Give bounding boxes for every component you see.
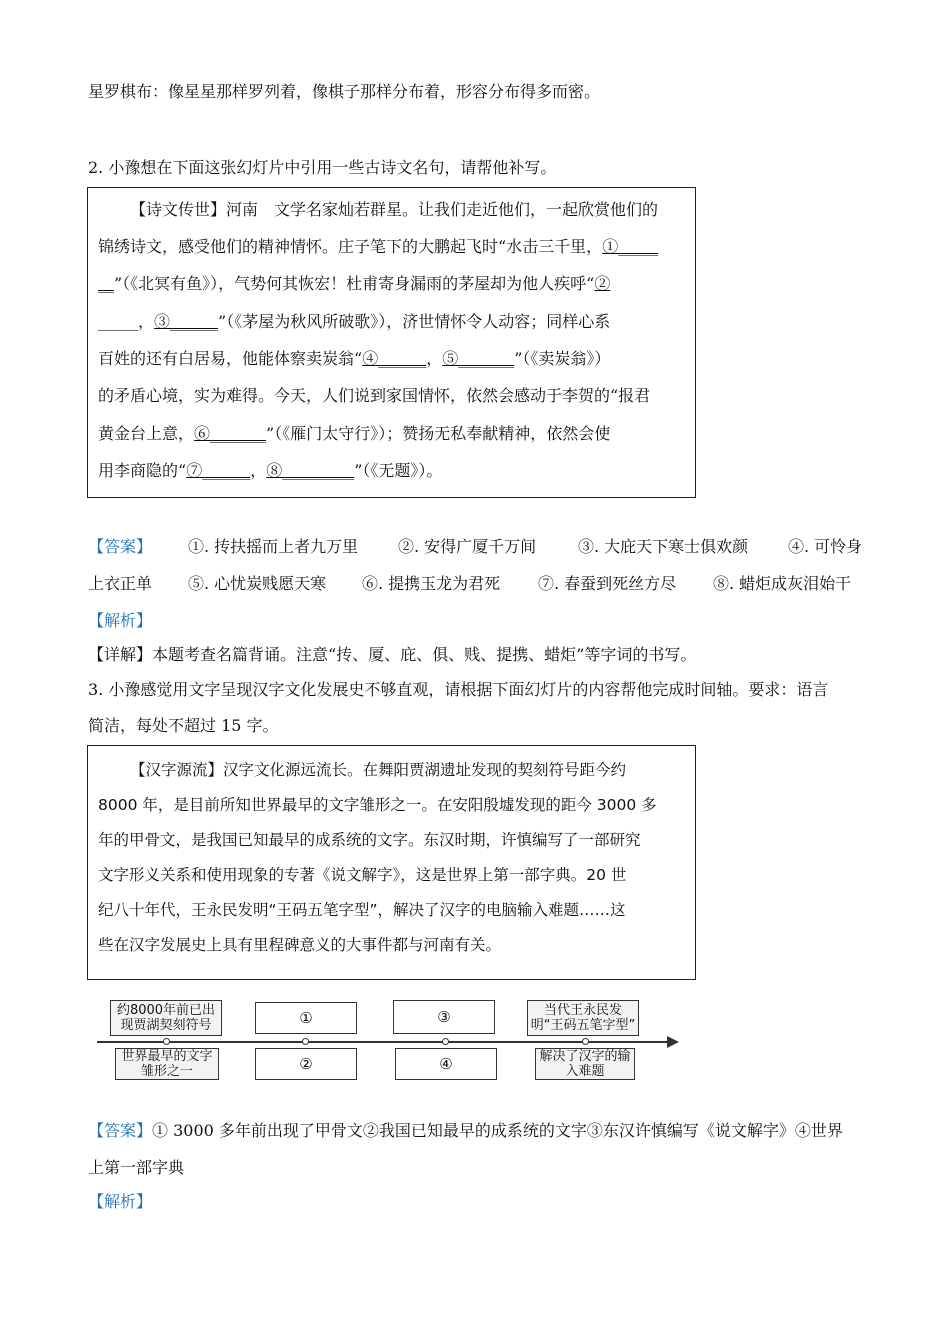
timeline-bottom-2: ② bbox=[255, 1048, 357, 1080]
timeline-bottom-1: 世界最早的文字雏形之一 bbox=[115, 1048, 219, 1080]
timeline-dot-4 bbox=[582, 1038, 589, 1045]
q2-answer-6: ⑥. 提携玉龙为君死 bbox=[362, 574, 501, 593]
timeline-dot-3 bbox=[442, 1038, 449, 1045]
timeline-top-4: 当代王永民发明“王码五笔字型” bbox=[527, 1000, 639, 1036]
blank-5: ⑤_______ bbox=[442, 349, 515, 368]
timeline bbox=[95, 990, 685, 1085]
timeline-dot-2 bbox=[302, 1038, 309, 1045]
timeline-dot-1 bbox=[163, 1038, 170, 1045]
blank-4: ④______ bbox=[362, 349, 427, 368]
q3-question-line1: 3. 小豫感觉用文字呈现汉字文化发展史不够直观，请根据下面幻灯片的内容帮他完成时间轴。要求：语言 bbox=[88, 680, 829, 699]
q2-answer-1: ①. 抟扶摇而上者九万里 bbox=[188, 537, 359, 556]
q2-slide-line1: 【诗文传世】河南 文学名家灿若群星。让我们走近他们，一起欣赏他们的 bbox=[130, 200, 659, 219]
q3-slide-line2: 8000 年，是目前所知世界最早的文字雏形之一。在安阳殷墟发现的距今 3000 多 bbox=[98, 796, 657, 814]
blank-2: ② bbox=[594, 274, 611, 293]
q2-slide-line3 bbox=[98, 272, 610, 296]
q2-slide-text: ， bbox=[250, 461, 267, 480]
q2-slide-line4 bbox=[98, 310, 610, 334]
timeline-arrowhead bbox=[667, 1036, 679, 1048]
timeline-top-1: 约8000年前已出现贾湖契刻符号 bbox=[110, 1000, 222, 1036]
q2-slide-box bbox=[87, 187, 696, 498]
q2-slide-line6: 的矛盾心境，实为难得。今天，人们说到家国情怀，依然会感动于李贺的“报君 bbox=[98, 386, 651, 405]
blank-6: ⑥_______ bbox=[194, 424, 267, 443]
blank-3: ③______ bbox=[154, 312, 219, 331]
timeline-bottom-4: 解决了汉字的输入难题 bbox=[535, 1048, 635, 1080]
q2-detail-text: 本题考查名篇背诵。注意“抟、厦、庇、俱、贱、提携、蜡炬”等字词的书写。 bbox=[152, 645, 697, 664]
q2-slide-text: 用李商隐的“ bbox=[98, 461, 187, 480]
q2-slide-line5 bbox=[98, 347, 610, 371]
q2-analysis-tag: 【解析】 bbox=[88, 611, 153, 630]
q2-answer-7: ⑦. 春蚕到死丝方尽 bbox=[538, 574, 677, 593]
q2-answer-tag: 【答案】 bbox=[88, 537, 153, 556]
q3-answer-line1 bbox=[88, 1119, 843, 1143]
q2-slide-text: ”（《茅屋为秋风所破歌》），济世情怀令人动容；同样心系 bbox=[218, 312, 611, 331]
q2-slide-text: ”（《北冥有鱼》），气势何其恢宏！杜甫寄身漏雨的茅屋却为他人疾呼“ bbox=[114, 274, 595, 293]
q3-question-line2: 简洁，每处不超过 15 字。 bbox=[88, 716, 279, 735]
q2-slide-text: 锦绣诗文，感受他们的精神情怀。庄子笔下的大鹏起飞时“水击三千里， bbox=[98, 237, 603, 256]
q2-answer-4: ④. 可怜身 bbox=[788, 537, 863, 556]
q2-slide-line7 bbox=[98, 422, 610, 446]
q3-answer-line2: 上第一部字典 bbox=[88, 1158, 185, 1177]
q2-answer-8: ⑧. 蜡炬成灰泪始干 bbox=[713, 574, 852, 593]
timeline-top-3: ③ bbox=[393, 1000, 495, 1034]
q3-analysis-tag: 【解析】 bbox=[88, 1192, 153, 1211]
q2-slide-text: 百姓的还有白居易，他能体察卖炭翁“ bbox=[98, 349, 363, 368]
timeline-bottom-3: ④ bbox=[395, 1048, 497, 1080]
timeline-top-2: ① bbox=[255, 1002, 357, 1034]
q2-slide-text: ”（《雁门太守行》）；赞扬无私奉献精神，依然会使 bbox=[266, 424, 611, 443]
q2-slide-line8 bbox=[98, 459, 442, 483]
blank-7: ⑦______ bbox=[186, 461, 251, 480]
q2-slide-text: ”（《无题》）。 bbox=[354, 461, 443, 480]
q2-detail-tag: 【详解】 bbox=[88, 645, 153, 664]
q2-slide-line2 bbox=[98, 235, 658, 259]
blank-1: ①_____ bbox=[602, 237, 659, 256]
q3-slide-line1: 【汉字源流】汉字文化源远流长。在舞阳贾湖遗址发现的契刻符号距今约 bbox=[130, 761, 627, 779]
blank-1-cont: __ bbox=[98, 274, 114, 293]
q2-detail bbox=[88, 643, 696, 667]
q3-answer-tag: 【答案】 bbox=[88, 1121, 153, 1140]
q2-answer-3: ③. 大庇天下寒士俱欢颜 bbox=[578, 537, 749, 556]
blank-8: ⑧_________ bbox=[266, 461, 355, 480]
q2-slide-text: ， bbox=[426, 349, 443, 368]
q2-slide-text: 黄金台上意， bbox=[98, 424, 195, 443]
q2-answer-2: ②. 安得广厦千万间 bbox=[398, 537, 537, 556]
q3-slide-line5: 纪八十年代，王永民发明“王码五笔字型”，解决了汉字的电脑输入难题……这 bbox=[98, 901, 626, 919]
q2-answer-4-cont: 上衣正单 bbox=[88, 574, 153, 593]
q2-question: 2. 小豫想在下面这张幻灯片中引用一些古诗文名句，请帮他补写。 bbox=[88, 158, 557, 177]
q3-slide-line3: 年的甲骨文，是我国已知最早的成系统的文字。东汉时期，许慎编写了一部研究 bbox=[98, 831, 641, 849]
q2-slide-text: ”（《卖炭翁》） bbox=[514, 349, 611, 368]
q3-slide-box bbox=[87, 745, 696, 980]
q3-slide-line6: 些在汉字发展史上具有里程碑意义的大事件都与河南有关。 bbox=[98, 936, 502, 954]
q2-answer-5: ⑤. 心忧炭贱愿天寒 bbox=[188, 574, 327, 593]
q3-slide-line4: 文字形义关系和使用现象的专著《说文解字》，这是世界上第一部字典。20 世 bbox=[98, 866, 627, 884]
intro-line: 星罗棋布：像星星那样罗列着，像棋子那样分布着，形容分布得多而密。 bbox=[88, 82, 601, 101]
blank-2-cont: _____， bbox=[98, 312, 155, 331]
q3-answer-text: ① 3000 多年前出现了甲骨文②我国已知最早的成系统的文字③东汉许慎编写《说文解字》④世界 bbox=[152, 1121, 843, 1140]
